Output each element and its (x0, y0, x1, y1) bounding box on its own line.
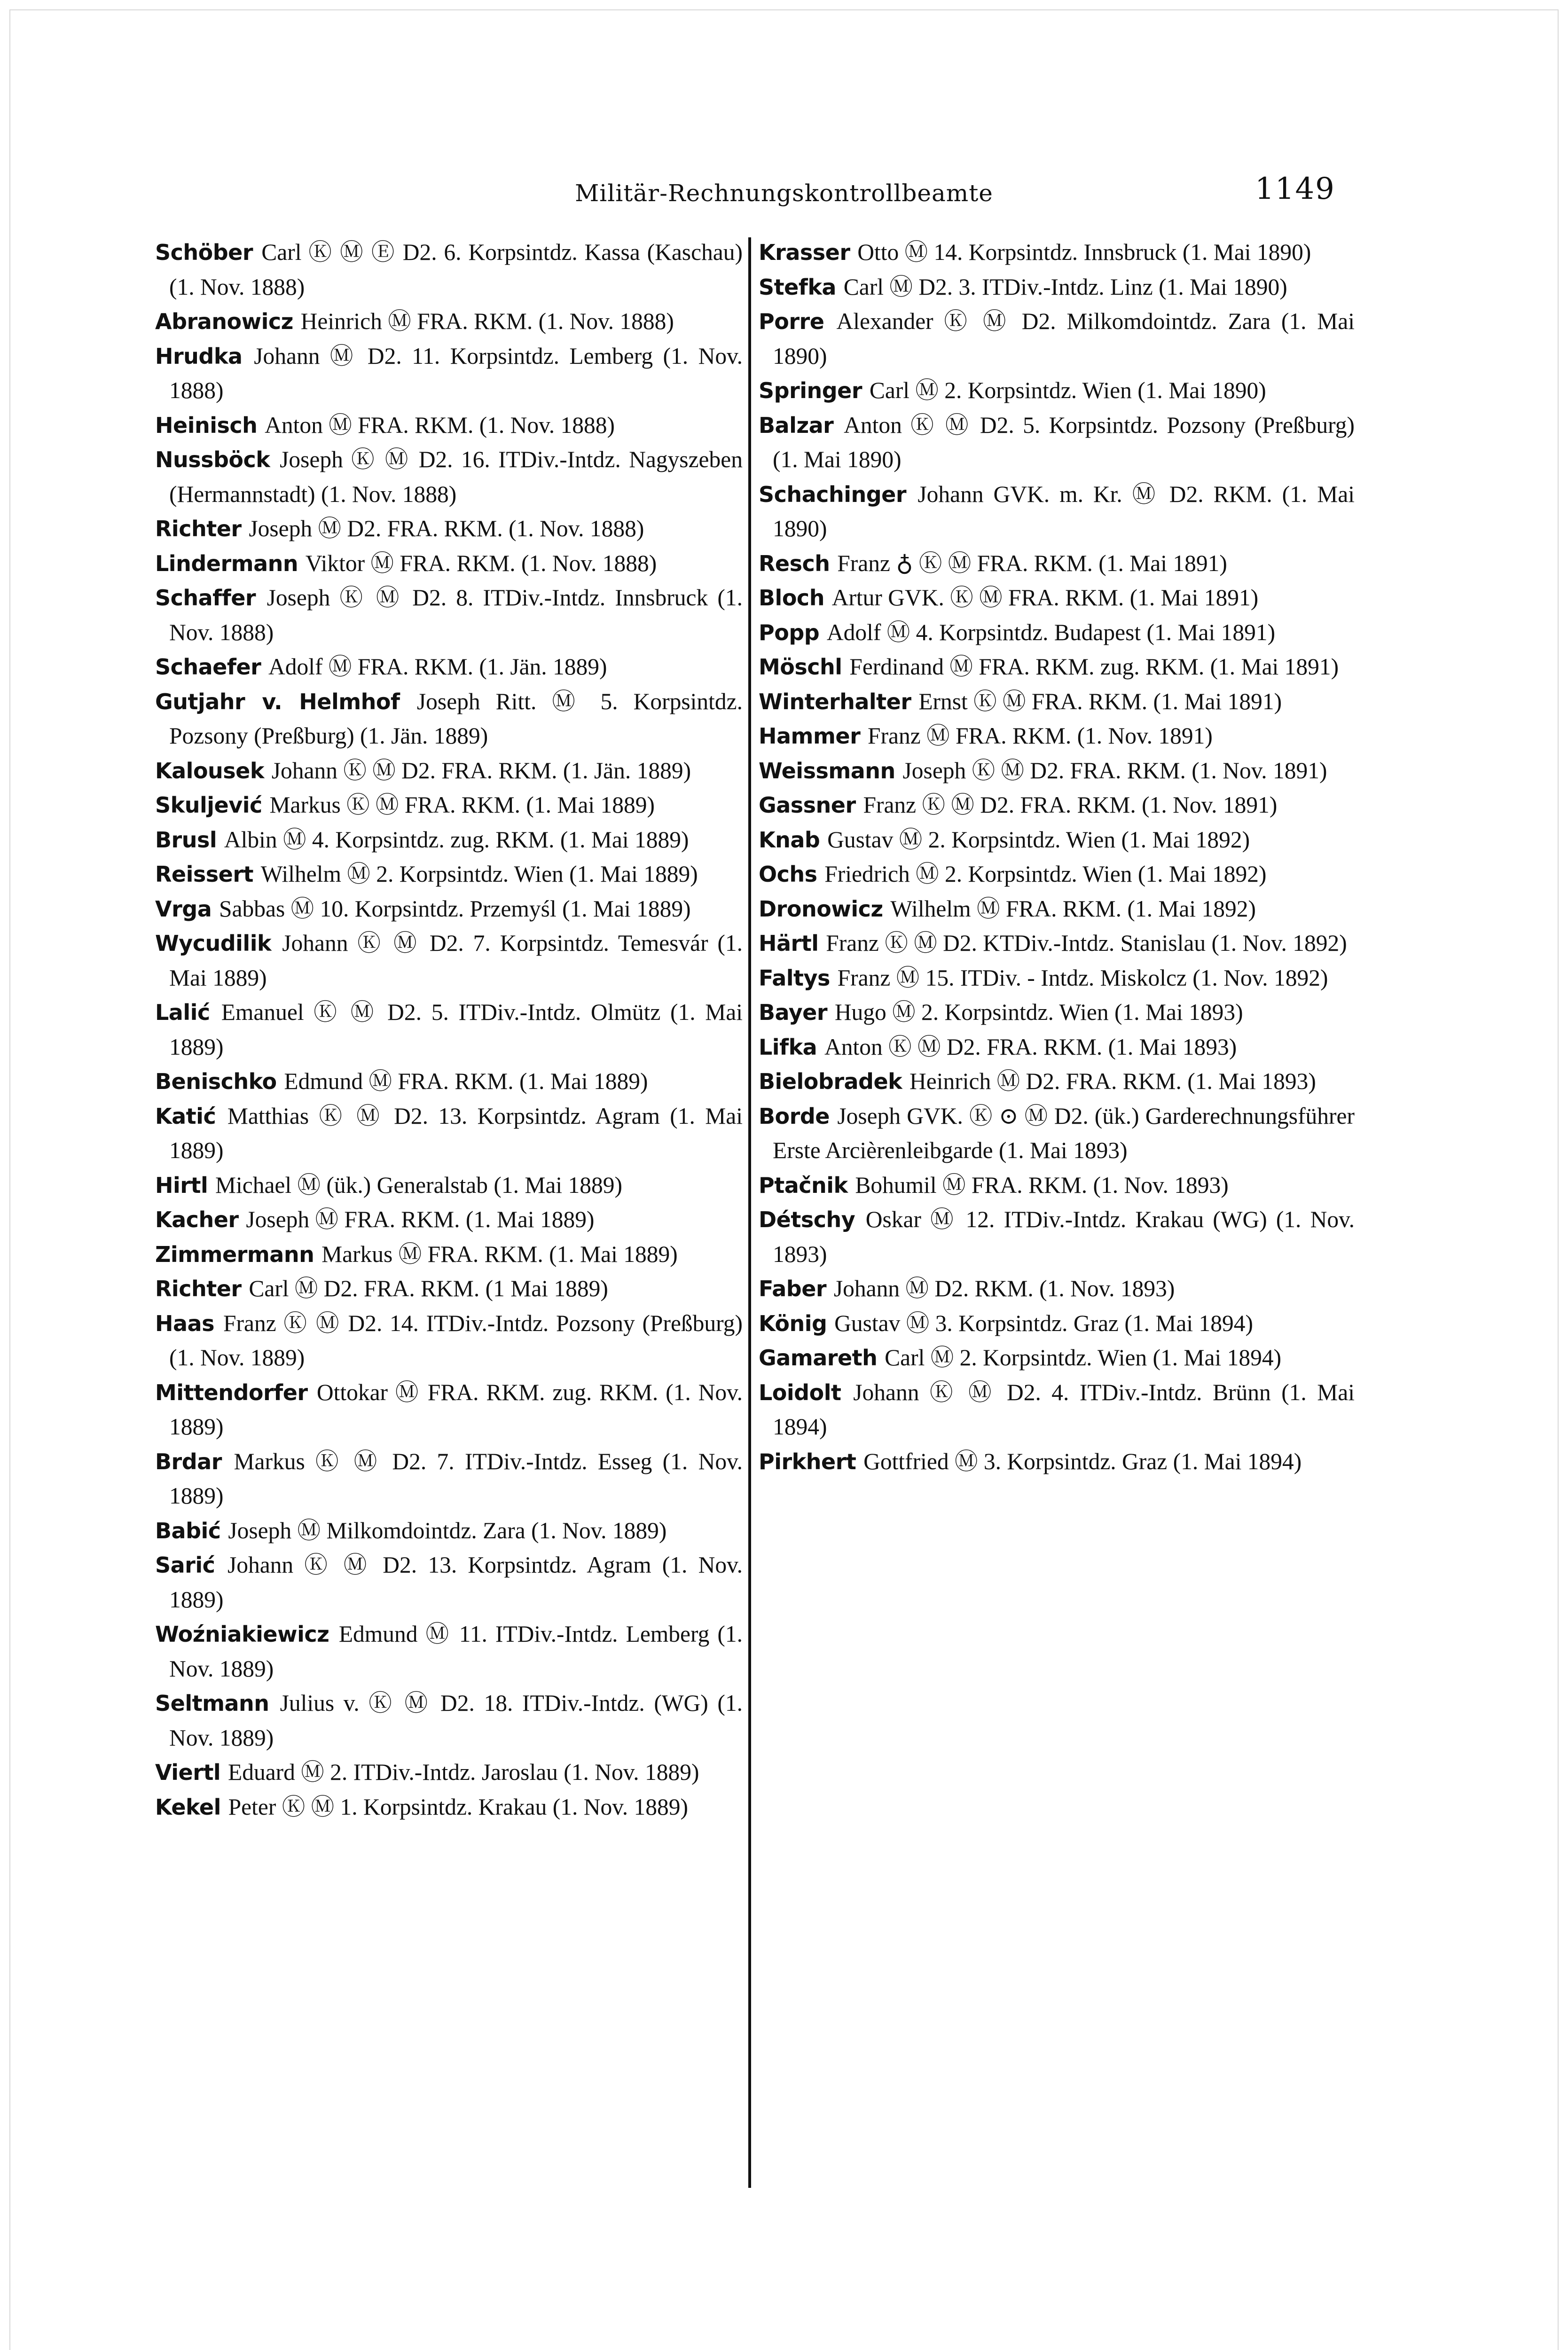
entry-surname: Bayer (759, 1000, 828, 1025)
entry (759, 857, 1355, 892)
entry-surname: Kekel (155, 1794, 221, 1820)
entry-surname: Mittendorfer (155, 1379, 308, 1405)
entry (759, 1306, 1355, 1341)
entry-surname: Faber (759, 1276, 827, 1301)
entry-details: Carl Ⓜ 2. Korpsintdz. Wien (1. Mai 1890) (869, 377, 1266, 403)
entry (759, 304, 1355, 373)
entry-surname: Weissmann (759, 758, 895, 783)
entry-surname: Resch (759, 550, 830, 576)
entry (155, 892, 743, 926)
entry-surname: Seltmann (155, 1691, 269, 1716)
entry-surname: Loidolt (759, 1379, 841, 1405)
entry (155, 684, 743, 753)
entry-surname: Woźniakiewicz (155, 1622, 329, 1647)
page-number: 1149 (1255, 172, 1335, 206)
entry-details: Heinrich Ⓜ D2. FRA. RKM. (1. Mai 1893) (909, 1068, 1316, 1094)
entry (155, 753, 743, 788)
entry (759, 477, 1355, 546)
entry (155, 822, 743, 857)
entry (155, 442, 743, 511)
entry (759, 995, 1355, 1030)
entry-details: Markus Ⓜ FRA. RKM. (1. Mai 1889) (321, 1241, 678, 1267)
entry-details: Oskar Ⓜ 12. ITDiv.-Intdz. Krakau (WG) (1. Nov. 1893) (773, 1206, 1355, 1267)
entry (155, 1755, 743, 1790)
entry-details: Alexander Ⓚ Ⓜ D2. Milkomdointdz. Zara (1. Mai 1890) (773, 308, 1355, 369)
entry-surname: Bielobradek (759, 1069, 902, 1094)
entry-details: Gustav Ⓜ 3. Korpsintdz. Graz (1. Mai 1894) (834, 1310, 1253, 1336)
entry-surname: Hammer (759, 723, 861, 749)
entry-surname: Ptačnik (759, 1172, 848, 1198)
entry-details: Joseph Ⓜ Milkomdointdz. Zara (1. Nov. 1889) (228, 1517, 667, 1543)
entry (759, 373, 1355, 408)
entry-surname: Heinisch (155, 412, 258, 438)
entry-details: Markus Ⓚ Ⓜ D2. 7. ITDiv.-Intdz. Esseg (1. Nov. 1889) (169, 1448, 743, 1509)
entry-surname: Hirtl (155, 1172, 208, 1198)
entry-surname: Skuljević (155, 792, 262, 818)
entry-details: Julius v. Ⓚ Ⓜ D2. 18. ITDiv.-Intdz. (WG) (1. Nov. 1889) (169, 1690, 743, 1751)
entry-surname: Knab (759, 827, 820, 853)
entry (155, 546, 743, 581)
entry-surname: Pirkhert (759, 1449, 856, 1474)
entry (759, 926, 1355, 961)
entry (155, 1064, 743, 1099)
entry-details: Artur GVK. Ⓚ Ⓜ FRA. RKM. (1. Mai 1891) (831, 585, 1259, 611)
entry-details: Ernst Ⓚ Ⓜ FRA. RKM. (1. Mai 1891) (918, 688, 1282, 714)
entry-surname: Nussböck (155, 447, 270, 472)
entry-surname: Härtl (759, 931, 819, 956)
entry-details: Edmund Ⓜ 11. ITDiv.-Intdz. Lemberg (1. Nov. 1889) (169, 1621, 743, 1682)
entry-details: Peter Ⓚ Ⓜ 1. Korpsintdz. Krakau (1. Nov. 1889) (228, 1794, 688, 1820)
entry-surname: Détschy (759, 1207, 855, 1232)
entry-surname: Wycudilik (155, 931, 272, 956)
entry (759, 892, 1355, 926)
page-title: Militär-Rechnungskontrollbeamte (575, 180, 993, 207)
entry-surname: Stefka (759, 274, 836, 300)
entry-details: Anton Ⓚ Ⓜ D2. 5. Korpsintdz. Pozsony (Preßburg) (1. Mai 1890) (773, 412, 1355, 472)
entry-details: Matthias Ⓚ Ⓜ D2. 13. Korpsintdz. Agram (1. Mai 1889) (169, 1103, 743, 1163)
entry-details: Carl Ⓚ Ⓜ Ⓔ D2. 6. Korpsintdz. Kassa (Kaschau) (1. Nov. 1888) (169, 239, 743, 300)
entry-details: Johann Ⓚ Ⓜ D2. 13. Korpsintdz. Agram (1. Nov. 1889) (169, 1552, 743, 1613)
entry (155, 788, 743, 822)
entry-details: Gustav Ⓜ 2. Korpsintdz. Wien (1. Mai 1892) (827, 826, 1250, 853)
entry (155, 1790, 743, 1825)
entry (155, 1237, 743, 1272)
entry-surname: Hrudka (155, 343, 243, 369)
entry (155, 235, 743, 304)
entry-details: Anton Ⓚ Ⓜ D2. FRA. RKM. (1. Mai 1893) (824, 1034, 1237, 1060)
entry-details: Hugo Ⓜ 2. Korpsintdz. Wien (1. Mai 1893) (834, 999, 1243, 1025)
entry-details: Johann Ⓜ D2. 11. Korpsintdz. Lemberg (1. Nov. 1888) (169, 343, 743, 403)
entry-details: Franz Ⓜ 15. ITDiv. - Intdz. Miskolcz (1. Nov. 1892) (837, 964, 1328, 991)
entry (759, 615, 1355, 650)
entry-surname: Schöber (155, 240, 253, 265)
entry-surname: Gamareth (759, 1345, 878, 1371)
entry (155, 1271, 743, 1306)
entry-surname: Winterhalter (759, 689, 911, 714)
entry (759, 684, 1355, 719)
entry-surname: Faltys (759, 965, 830, 991)
entry-details: Anton Ⓜ FRA. RKM. (1. Nov. 1888) (265, 412, 615, 438)
entry-surname: Lindermann (155, 550, 298, 576)
entry (759, 1030, 1355, 1065)
entry-details: Heinrich Ⓜ FRA. RKM. (1. Nov. 1888) (300, 308, 674, 334)
entry-details: Johann GVK. m. Kr. Ⓜ D2. RKM. (1. Mai 1890) (773, 481, 1355, 541)
entry (759, 961, 1355, 995)
entry (759, 270, 1355, 305)
entry-surname: Porre (759, 309, 824, 334)
entry-details: Joseph Ⓜ D2. FRA. RKM. (1. Nov. 1888) (249, 516, 644, 541)
entry-details: Franz ♁ Ⓚ Ⓜ FRA. RKM. (1. Mai 1891) (837, 550, 1227, 576)
column-divider (748, 237, 751, 2188)
entry-surname: Schaffer (155, 585, 256, 611)
entry-surname: König (759, 1310, 827, 1336)
entry-surname: Balzar (759, 412, 834, 438)
entry (759, 719, 1355, 753)
entry-surname: Katić (155, 1103, 216, 1129)
entry-surname: Popp (759, 619, 820, 645)
entry-details: Joseph Ⓜ FRA. RKM. (1. Mai 1889) (246, 1206, 595, 1232)
entry-details: Franz Ⓜ FRA. RKM. (1. Nov. 1891) (868, 723, 1213, 749)
entry (155, 304, 743, 339)
entry-details: Joseph Ⓚ Ⓜ D2. 8. ITDiv.-Intdz. Innsbruck (1. Nov. 1888) (169, 585, 743, 645)
entry (759, 1064, 1355, 1099)
entry-details: Bohumil Ⓜ FRA. RKM. (1. Nov. 1893) (855, 1172, 1229, 1198)
entry-details: Friedrich Ⓜ 2. Korpsintdz. Wien (1. Mai 1892) (824, 861, 1267, 887)
entry-surname: Schachinger (759, 481, 907, 507)
entry (155, 1202, 743, 1237)
entry (759, 1375, 1355, 1444)
entry-surname: Viertl (155, 1760, 221, 1785)
entry-surname: Vrga (155, 896, 212, 922)
entry-surname: Reissert (155, 862, 254, 887)
entry-surname: Benischko (155, 1069, 277, 1094)
entry-details: Albin Ⓜ 4. Korpsintdz. zug. RKM. (1. Mai 1889) (224, 826, 689, 853)
entry (155, 926, 743, 995)
entry-surname: Babić (155, 1518, 221, 1543)
entry (759, 753, 1355, 788)
entry-details: Franz Ⓚ Ⓜ D2. 14. ITDiv.-Intdz. Pozsony (Preßburg) (1. Nov. 1889) (169, 1310, 743, 1371)
entry-surname: Zimmermann (155, 1241, 314, 1267)
entry-details: Johann Ⓚ Ⓜ D2. FRA. RKM. (1. Jän. 1889) (271, 757, 691, 783)
entry-details: Eduard Ⓜ 2. ITDiv.-Intdz. Jaroslau (1. Nov. 1889) (227, 1759, 699, 1785)
entry (155, 1513, 743, 1548)
entry-details: Johann Ⓚ Ⓜ D2. 4. ITDiv.-Intdz. Brünn (1. Mai 1894) (773, 1379, 1355, 1440)
entry-surname: Kacher (155, 1207, 239, 1232)
entry-details: Franz Ⓚ Ⓜ D2. FRA. RKM. (1. Nov. 1891) (863, 792, 1278, 818)
entry-surname: Sarić (155, 1552, 215, 1578)
entry-surname: Gutjahr v. Helmhof (155, 689, 400, 714)
entry-details: Joseph GVK. Ⓚ ⊙ Ⓜ D2. (ük.) Garderechnungsführer Erste Arcièrenleibgarde (1. Mai 1893) (773, 1103, 1355, 1163)
entry-details: Carl Ⓜ 2. Korpsintdz. Wien (1. Mai 1894) (885, 1345, 1282, 1371)
entry (155, 1686, 743, 1755)
entry-details: Carl Ⓜ D2. 3. ITDiv.-Intdz. Linz (1. Mai 1890) (843, 274, 1287, 300)
entry-details: Johann Ⓚ Ⓜ D2. 7. Korpsintdz. Temesvár (1. Mai 1889) (169, 930, 743, 991)
entry (759, 1099, 1355, 1168)
entry (759, 1340, 1355, 1375)
entry-surname: Ochs (759, 862, 817, 887)
entry (759, 580, 1355, 615)
entry-details: Sabbas Ⓜ 10. Korpsintdz. Przemyśl (1. Mai 1889) (219, 895, 691, 922)
entry (155, 1306, 743, 1375)
entry-surname: Haas (155, 1310, 214, 1336)
entry-details: Adolf Ⓜ FRA. RKM. (1. Jän. 1889) (268, 654, 607, 680)
entry-details: Carl Ⓜ D2. FRA. RKM. (1 Mai 1889) (249, 1276, 608, 1301)
entry (759, 1271, 1355, 1306)
entry-surname: Schaefer (155, 654, 261, 680)
entry (155, 1444, 743, 1513)
entry-details: Joseph Ⓚ Ⓜ D2. FRA. RKM. (1. Nov. 1891) (902, 757, 1327, 783)
entry (155, 408, 743, 443)
entry-surname: Brdar (155, 1449, 222, 1474)
entry (155, 1548, 743, 1617)
entry (759, 788, 1355, 822)
entry (155, 650, 743, 684)
entry-details: Adolf Ⓜ 4. Korpsintdz. Budapest (1. Mai 1891) (826, 619, 1276, 645)
entry-surname: Kalousek (155, 758, 264, 783)
entry-surname: Brusl (155, 827, 217, 853)
entry-details: Ottokar Ⓜ FRA. RKM. zug. RKM. (1. Nov. 1889) (169, 1379, 743, 1440)
entry-surname: Dronowicz (759, 896, 883, 922)
entry (759, 408, 1355, 477)
entry-surname: Gassner (759, 792, 856, 818)
entry-details: Emanuel Ⓚ Ⓜ D2. 5. ITDiv.-Intdz. Olmütz (1. Mai 1889) (169, 999, 743, 1060)
entry-surname: Lifka (759, 1034, 817, 1060)
entry-surname: Lalić (155, 1000, 210, 1025)
entry-surname: Bloch (759, 585, 824, 611)
entry (759, 822, 1355, 857)
entry (155, 857, 743, 892)
entry (759, 1202, 1355, 1271)
entry-details: Franz Ⓚ Ⓜ D2. KTDiv.-Intdz. Stanislau (1. Nov. 1892) (826, 930, 1347, 956)
entry-details: Joseph Ritt. Ⓜ 5. Korpsintdz. Pozsony (Preßburg) (1. Jän. 1889) (169, 688, 743, 749)
entry (759, 1168, 1355, 1203)
entry-details: Joseph Ⓚ Ⓜ D2. 16. ITDiv.-Intdz. Nagyszeben (Hermannstadt) (1. Nov. 1888) (169, 446, 743, 507)
entry (155, 580, 743, 650)
entry-details: Markus Ⓚ Ⓜ FRA. RKM. (1. Mai 1889) (269, 792, 655, 818)
entry (155, 339, 743, 408)
entry (155, 1099, 743, 1168)
entry (155, 511, 743, 546)
entry-surname: Borde (759, 1103, 830, 1129)
entry-surname: Richter (155, 516, 242, 541)
entry (155, 1168, 743, 1203)
entry (155, 1617, 743, 1686)
entry-details: Johann Ⓜ D2. RKM. (1. Nov. 1893) (833, 1276, 1175, 1301)
entry-surname: Abranowicz (155, 309, 293, 334)
entry (155, 1375, 743, 1444)
entry-details: Edmund Ⓜ FRA. RKM. (1. Mai 1889) (284, 1068, 648, 1094)
entry-details: Ferdinand Ⓜ FRA. RKM. zug. RKM. (1. Mai 1891) (849, 654, 1339, 680)
left-column (155, 235, 743, 1824)
entry-details: Viktor Ⓜ FRA. RKM. (1. Nov. 1888) (305, 550, 657, 576)
entry (759, 546, 1355, 581)
entry-details: Michael Ⓜ (ük.) Generalstab (1. Mai 1889) (215, 1172, 622, 1198)
entry-surname: Möschl (759, 654, 842, 680)
entry-surname: Springer (759, 378, 862, 403)
right-column (759, 235, 1355, 1479)
entry (759, 1444, 1355, 1479)
entry (155, 995, 743, 1064)
entry (759, 650, 1355, 684)
entry (759, 235, 1355, 270)
entry-surname: Krasser (759, 240, 850, 265)
entry-details: Wilhelm Ⓜ FRA. RKM. (1. Mai 1892) (890, 895, 1256, 922)
entry-details: Gottfried Ⓜ 3. Korpsintdz. Graz (1. Mai 1894) (863, 1448, 1302, 1474)
entry-surname: Richter (155, 1276, 242, 1301)
entry-details: Wilhelm Ⓜ 2. Korpsintdz. Wien (1. Mai 1889) (260, 861, 698, 887)
entry-details: Otto Ⓜ 14. Korpsintdz. Innsbruck (1. Mai 1890) (857, 239, 1311, 265)
